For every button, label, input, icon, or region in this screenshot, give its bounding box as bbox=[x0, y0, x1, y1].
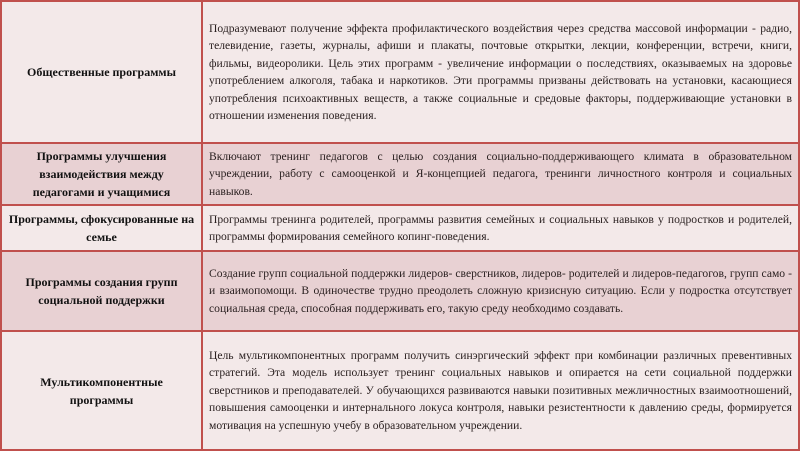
row-title: Программы, сфокусированные на семье bbox=[1, 205, 202, 251]
row-description: Подразумевают получение эффекта профилактического воздействия через средства массовой информации - радио, телевидение, газеты, журналы, афиши и плакаты, почтовые открытки, лекции, конференции, встречи, книги, фильмы, видеоролики. Цель этих программ - увеличение информации о последствиях, оказываемых на здоровье употреблением алкоголя, табака и наркотиков. Эти программы призваны действовать на установки, касающиеся употребления психоактивных веществ, а также социальные и средовые факторы, поддерживающие установки в отношении изменения поведения. bbox=[202, 1, 799, 143]
row-title: Мультикомпонентные программы bbox=[1, 331, 202, 450]
row-description: Программы тренинга родителей, программы развития семейных и социальных навыков у подростков и родителей, программы формирования семейного копинг-поведения. bbox=[202, 205, 799, 251]
table-row bbox=[1, 331, 799, 450]
row-description: Цель мультикомпонентных программ получить синэргический эффект при комбинации различных превентивных стратегий. Эта модель использует тренинг социальных навыков и опирается на сети социальной поддержки сверстников и преподавателей. У обучающихся развиваются навыки позитивных межличностных взаимоотношений, повышения самооценки и интернального локуса контроля, навыки резистентности к давлению среды, формируется мотивация на успешную учебу в образовательном учреждении. bbox=[202, 331, 799, 450]
table-row bbox=[1, 143, 799, 205]
row-title: Общественные программы bbox=[1, 1, 202, 143]
table-row bbox=[1, 251, 799, 331]
table-row bbox=[1, 1, 799, 143]
row-title: Программы улучшения взаимодействия между педагогами и учащимися bbox=[1, 143, 202, 205]
row-description: Включают тренинг педагогов с целью создания социально-поддерживающего климата в образовательном учреждении, работу с самооценкой и Я-концепцией педагога, тренинги личностного контроля и социальных навыков. bbox=[202, 143, 799, 205]
table-row bbox=[1, 205, 799, 251]
row-title: Программы создания групп социальной поддержки bbox=[1, 251, 202, 331]
row-description: Создание групп социальной поддержки лидеров- сверстников, лидеров- родителей и лидеров-педагогов, групп само - и взаимопомощи. В одиночестве трудно преодолеть сложную кризисную ситуацию. Если у подростка отсутствует социальная среда, способная поддерживать его, такую среду необходимо создавать. bbox=[202, 251, 799, 331]
